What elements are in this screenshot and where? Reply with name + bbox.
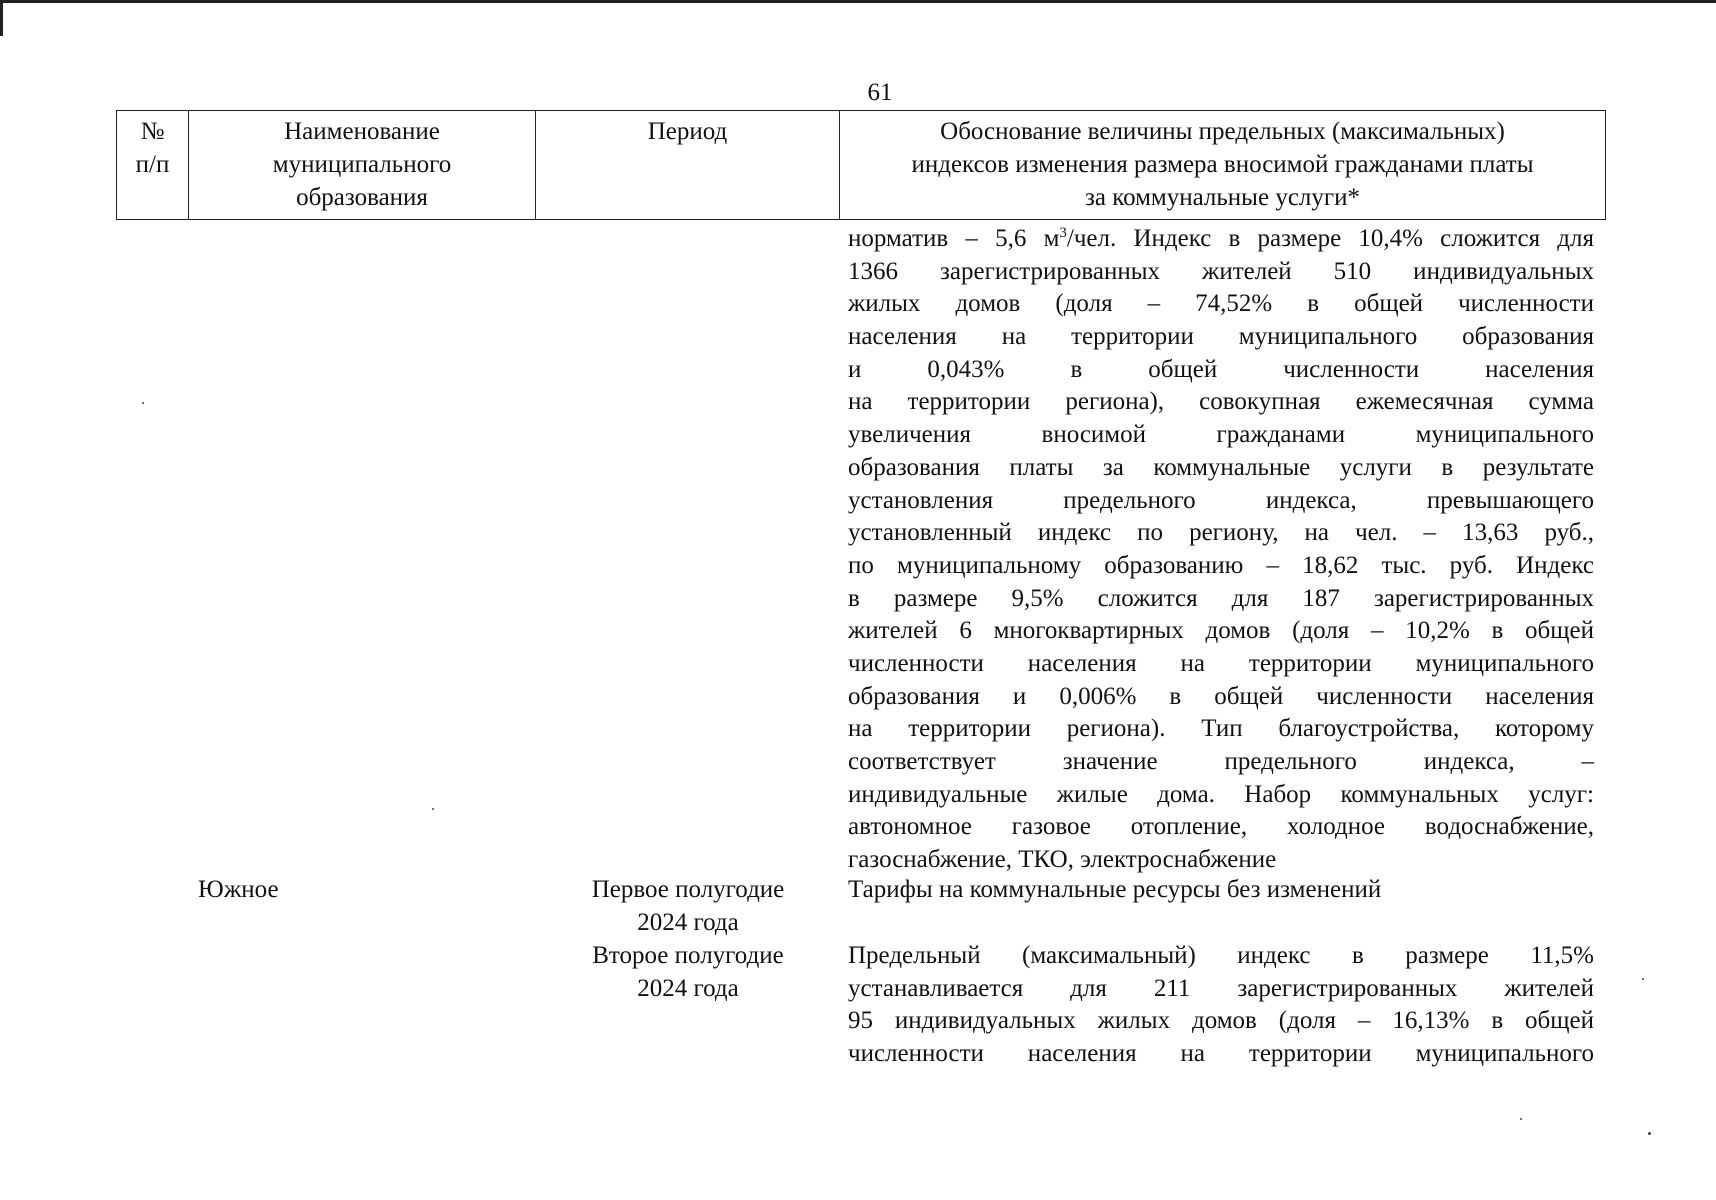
header-period-line: Период — [647, 118, 728, 145]
word: общей — [1148, 355, 1218, 383]
period-line: Первое полугодие — [591, 876, 785, 903]
word: – — [1581, 748, 1594, 775]
scan-left-border — [0, 0, 3, 36]
header-justification-line: индексов изменения размера вносимой гражданами платы — [911, 151, 1534, 178]
word: предельного — [1224, 748, 1357, 775]
word: соответствует — [848, 748, 996, 775]
justification-second-half — [848, 940, 1594, 1071]
text-line: образования и 0,006% в общей численности населения — [848, 682, 1594, 710]
scan-speck — [432, 808, 434, 810]
text-line: установления предельного индекса, превышающего — [848, 486, 1594, 514]
word: населения — [1485, 355, 1594, 383]
text-line: жителей 6 многоквартирных домов (доля – 10,2% в общей — [848, 617, 1594, 645]
word: индекса, — [1423, 748, 1515, 775]
header-cell-period — [536, 111, 840, 219]
period-second-half — [536, 940, 840, 1005]
text-line: 95 индивидуальных жилых домов (доля – 16,13% в общей — [848, 1007, 1594, 1035]
header-cell-justification — [840, 111, 1605, 219]
text-line: на территории региона). Тип благоустройства, которому — [848, 715, 1594, 743]
word: значение — [1062, 748, 1158, 775]
word: и — [848, 355, 862, 383]
header-number-line: п/п — [135, 151, 170, 178]
header-municipality-line: муниципального — [272, 151, 452, 178]
period-line: 2024 года — [637, 908, 739, 936]
superscript: 3 — [1059, 225, 1067, 241]
header-municipality-line: Наименование — [284, 118, 440, 145]
text-line — [848, 223, 1594, 256]
header-cell-number — [117, 111, 189, 219]
header-justification-line: за коммунальные услуги* — [1084, 184, 1361, 211]
text-line: Предельный (максимальный) индекс в размере 11,5% — [848, 942, 1594, 969]
municipality-name: Южное — [198, 876, 279, 903]
text-line: населения на территории муниципального образования — [848, 323, 1594, 351]
table-header — [116, 110, 1606, 220]
text-line: жилых домов (доля – 74,52% в общей численности — [848, 290, 1594, 318]
word: численности — [1283, 355, 1420, 383]
page-number: 61 — [867, 79, 893, 106]
text-fragment: норматив – 5,6 м — [848, 225, 1060, 252]
justification-continuation — [848, 223, 1594, 877]
justification-first-half — [848, 874, 1594, 907]
text-line: установленный индекс по региону, на чел. – 13,63 руб., — [848, 519, 1594, 547]
text-line: устанавливается для 211 зарегистрированных жителей — [848, 974, 1594, 1002]
word: в — [1070, 355, 1083, 383]
word: 0,043% — [927, 355, 1005, 383]
text-line: Тарифы на коммунальные ресурсы без изменений — [848, 876, 1382, 903]
text-line: 1366 зарегистрированных жителей 510 индивидуальных — [848, 257, 1594, 285]
text-line: увеличения вносимой гражданами муниципального — [848, 421, 1594, 449]
text-line: индивидуальные жилые дома. Набор коммунальных услуг: — [848, 780, 1594, 808]
text-line — [848, 354, 1594, 387]
header-number-line: № — [140, 118, 165, 145]
scan-top-border — [0, 0, 1716, 3]
text-line: образования платы за коммунальные услуги в результате — [848, 453, 1594, 481]
text-line: автономное газовое отопление, холодное водоснабжение, — [848, 813, 1594, 841]
scan-speck — [1648, 1132, 1651, 1135]
period-line: 2024 года — [637, 974, 739, 1002]
scan-speck — [1520, 1118, 1522, 1120]
text-line: на территории региона), совокупная ежемесячная сумма — [848, 388, 1594, 416]
text-line: в размере 9,5% сложится для 187 зарегистрированных — [848, 584, 1594, 612]
text-line: по муниципальному образованию – 18,62 тыс. руб. Индекс — [848, 551, 1594, 579]
text-line — [848, 746, 1594, 779]
header-justification-line: Обоснование величины предельных (максимальных) — [940, 118, 1505, 145]
scan-speck — [1642, 978, 1644, 980]
header-cell-municipality — [189, 111, 536, 219]
scan-speck — [142, 402, 144, 404]
text-fragment: /чел. Индекс в размере 10,4% сложится для — [1066, 225, 1594, 252]
text-line: численности населения на территории муниципального — [848, 649, 1594, 677]
text-line: газоснабжение, ТКО, электроснабжение — [848, 846, 1277, 874]
header-municipality-line: образования — [296, 184, 428, 211]
period-line: Второе полугодие — [592, 942, 784, 969]
text-line: численности населения на территории муниципального — [848, 1040, 1594, 1068]
period-first-half — [536, 874, 840, 939]
